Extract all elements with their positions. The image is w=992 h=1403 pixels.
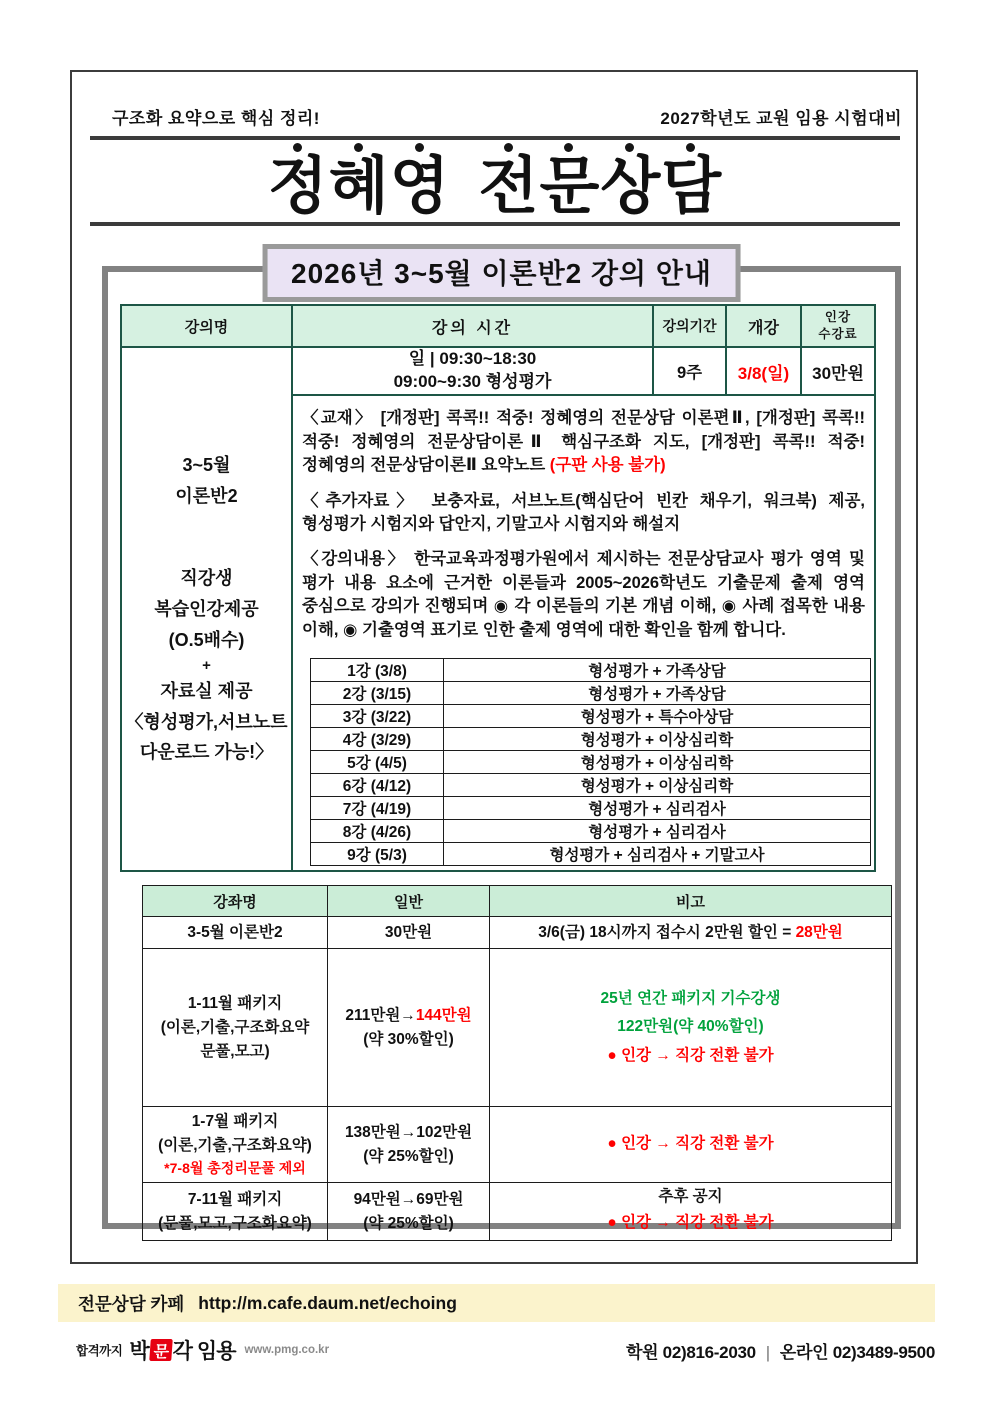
package-name-line: 1-11월 패키지 [187,994,283,1012]
pricing-course-name: 3-5월 이론반2 [143,917,328,949]
course-duration-cell: 9주 [653,347,726,395]
package-name-line: 1-7월 패키지 [191,1112,279,1130]
cafe-url-link[interactable]: http://m.cafe.daum.net/echoing [198,1292,457,1313]
pricing-price: 30만원 [328,917,490,949]
course-time-line2: 09:00~9:30 형성평가 [393,372,552,392]
package-name-line: (문풀,모고,구조화요약) [158,1214,312,1232]
pricing-header-name: 강좌명 [143,886,328,917]
slogan-right: 2027학년도 교원 임용 시험대비 [660,109,902,128]
logo-suffix: 임용 [196,1340,236,1363]
header-slogan-row [112,104,902,129]
col-header-online-fee [801,305,875,347]
course-name-line: 자료실 제공 [160,681,253,702]
online-phone-label: 온라인 [779,1342,833,1362]
schedule-row [311,728,871,751]
schedule-content: 형성평가 + 이상심리학 [444,774,871,797]
pricing-header-note: 비고 [490,886,892,917]
pricing-price [328,1107,490,1183]
logo-char-3: 각 [172,1340,192,1363]
textbook-paragraph [302,407,865,477]
discount-rate: (약 30%할인) [363,1030,454,1048]
package-note-green: 122만원(약 40%할인) [617,1018,764,1036]
schedule-row [311,659,871,682]
schedule-row [311,751,871,774]
pricing-price [328,1183,490,1241]
discount-rate: (약 25%할인) [363,1147,454,1165]
schedule-row [311,820,871,843]
course-name-line: 3~5월 [182,455,231,476]
schedule-table [310,658,871,866]
course-description-paragraph: 〈강의내용〉 한국교육과정평가원에서 제시하는 전문상담교사 평가 영역 및 평가 내용 요소에 근거한 이론들과 2005~2026학년도 기출문제 출제 영역 중심으로 강의가 진행되며 ◉ 각 이론들의 기본 개념 이해, ◉ 사례 접목한 내용 이해, ◉ 기출영역 표기로 인한 출제 영역에 대한 확인을 함께 합니다. [302,550,865,639]
schedule-content: 형성평가 + 가족상담 [444,659,871,682]
package-note-red: ● 인강 → 직강 전환 불가 [607,1214,774,1232]
pricing-row-package-1-11 [143,949,892,1107]
schedule-content: 형성평가 + 심리검사 + 기말고사 [444,843,871,866]
schedule-content: 형성평가 + 이상심리학 [444,728,871,751]
course-header-row [121,305,875,347]
package-name-line: (이론,기출,구조화요약 [160,1018,310,1036]
contact-phones [626,1338,935,1363]
course-name-line: (O.5배수) [168,629,245,650]
pricing-course-name [143,1183,328,1241]
package-name-line: 7-11월 패키지 [187,1190,283,1208]
pricing-price [328,949,490,1107]
package-price-line [328,1004,489,1028]
pricing-row-package-7-11 [143,1183,892,1241]
schedule-row [311,843,871,866]
publisher-logo [76,1335,329,1365]
pricing-header-row [143,886,892,917]
logo-red-square-icon: 문 [149,1339,173,1361]
course-table [120,304,876,872]
schedule-session: 3강 (3/22) [311,705,444,728]
title-char [450,143,478,218]
pakmungak-logo [129,1335,235,1365]
schedule-content: 형성평가 + 가족상담 [444,682,871,705]
course-name-line: 복습인강제공 [154,599,259,620]
publisher-website: www.pmg.co.kr [244,1344,330,1356]
package-price-line: 138만원→102만원 [344,1123,473,1141]
flyer-page [70,70,918,1264]
schedule-session: 8강 (4/26) [311,820,444,843]
col-header-start: 개강 [726,305,801,347]
schedule-session: 4강 (3/29) [311,728,444,751]
course-detail-cell [292,395,875,871]
col-header-name: 강의명 [121,305,292,347]
title-char: 전 [478,143,539,218]
fee-header-line2: 수강료 [818,327,858,342]
schedule-content: 형성평가 + 심리검사 [444,797,871,820]
course-start-date-cell: 3/8(일) [726,347,801,395]
content-wrap [102,258,901,1232]
schedule-content: 형성평가 + 심리검사 [444,820,871,843]
course-time-cell [292,347,653,395]
title-char: 정 [267,143,328,218]
pricing-course-name [143,1107,328,1183]
slogan-left: 구조화 요약으로 핵심 정리! [112,109,320,128]
schedule-row [311,774,871,797]
course-banner: 2026년 3~5월 이론반2 강의 안내 [262,244,741,302]
schedule-content: 형성평가 + 특수아상담 [444,705,871,728]
discount-price: 28만원 [795,923,843,941]
page-title [72,143,916,221]
course-name-line: 〈형성평가,서브노트 [125,711,288,732]
schedule-content: 형성평가 + 이상심리학 [444,751,871,774]
pricing-note [490,917,892,949]
pricing-row-package-1-7 [143,1107,892,1183]
course-info-box [102,266,901,1232]
pricing-note [490,1183,892,1241]
new-price: 144만원 [415,1006,472,1024]
title-char: 혜 [328,143,389,218]
pricing-table [142,885,892,1241]
extra-materials-paragraph: 〈추가자료〉 보충자료, 서브노트(핵심단어 빈칸 채우기, 워크북) 제공, 형성평가 시험지와 답안지, 기말고사 시험지와 해설지 [302,491,865,533]
col-header-time: 강의 시간 [292,305,653,347]
old-price: 211만원→ [345,1006,416,1024]
schedule-session: 6강 (4/12) [311,774,444,797]
online-phone-number: 02)3489-9500 [832,1342,935,1362]
title-char: 문 [538,143,599,218]
package-note-red: ● 인강 → 직강 전환 불가 [607,1135,774,1153]
package-name-exclusion: *7-8월 총정리문풀 제외 [164,1159,306,1176]
cafe-label: 전문상담 카페 [78,1293,185,1314]
pricing-row-theory [143,917,892,949]
course-name-cell [121,347,292,871]
schedule-session: 2강 (3/15) [311,682,444,705]
schedule-session: 5강 (4/5) [311,751,444,774]
textbook-warning: (구판 사용 불가) [549,456,666,475]
pricing-note [490,949,892,1107]
cafe-banner [58,1284,935,1322]
course-time-line1: 일 | 09:30~18:30 [408,349,537,369]
title-char: 상 [599,143,660,218]
pricing-course-name [143,949,328,1107]
pricing-note [490,1107,892,1183]
logo-char-1: 박 [129,1340,149,1363]
package-name-line: 문풀,모고) [200,1042,270,1060]
divider-rule-under-title [90,222,900,226]
package-note-green: 25년 연간 패키지 기수강생 [600,989,781,1007]
schedule-row [311,797,871,820]
package-note-red: ● 인강 → 직강 전환 불가 [607,1046,774,1064]
course-name-line: 다운로드 가능!〉 [139,742,274,763]
title-char: 영 [389,143,450,218]
textbook-text: 〈교재〉 [개정판] 콕콕!! 적중! 정혜영의 전문상담 이론편Ⅱ, [개정판] 콕콕!! 적중! 정혜영의 전문상담이론Ⅱ 핵심구조화 지도, [개정판] 콕콕!! 적중! 정혜영의 전문상담이론Ⅱ 요약노트 [302,409,865,475]
discount-note-text: 3/6(금) 18시까지 접수시 2만원 할인 = [538,923,796,941]
schedule-session: 1강 (3/8) [311,659,444,682]
divider-rule-top [90,136,900,140]
schedule-row [311,705,871,728]
package-price-line: 94만원→69만원 [353,1190,464,1208]
logo-prefix: 합격까지 [76,1344,123,1358]
discount-rate: (약 25%할인) [363,1214,454,1232]
package-note-black: 추후 공지 [658,1188,723,1206]
academy-phone-number: 02)816-2030 [662,1342,756,1362]
package-name-line: (이론,기출,구조화요약) [158,1136,312,1154]
schedule-session: 7강 (4/19) [311,797,444,820]
col-header-duration: 강의기간 [653,305,726,347]
fee-header-line1: 인강 [824,310,852,325]
course-online-fee-cell: 30만원 [801,347,875,395]
course-name-plus: + [202,657,211,675]
pricing-header-general: 일반 [328,886,490,917]
course-summary-row [121,347,875,395]
footer-brand-row [76,1335,935,1365]
schedule-session: 9강 (5/3) [311,843,444,866]
course-name-line: 직강생 [180,568,233,589]
academy-phone-label: 학원 [626,1342,663,1362]
course-name-line: 이론반2 [175,485,238,506]
title-char: 담 [660,143,721,218]
phone-separator: | [765,1342,770,1362]
schedule-row [311,682,871,705]
